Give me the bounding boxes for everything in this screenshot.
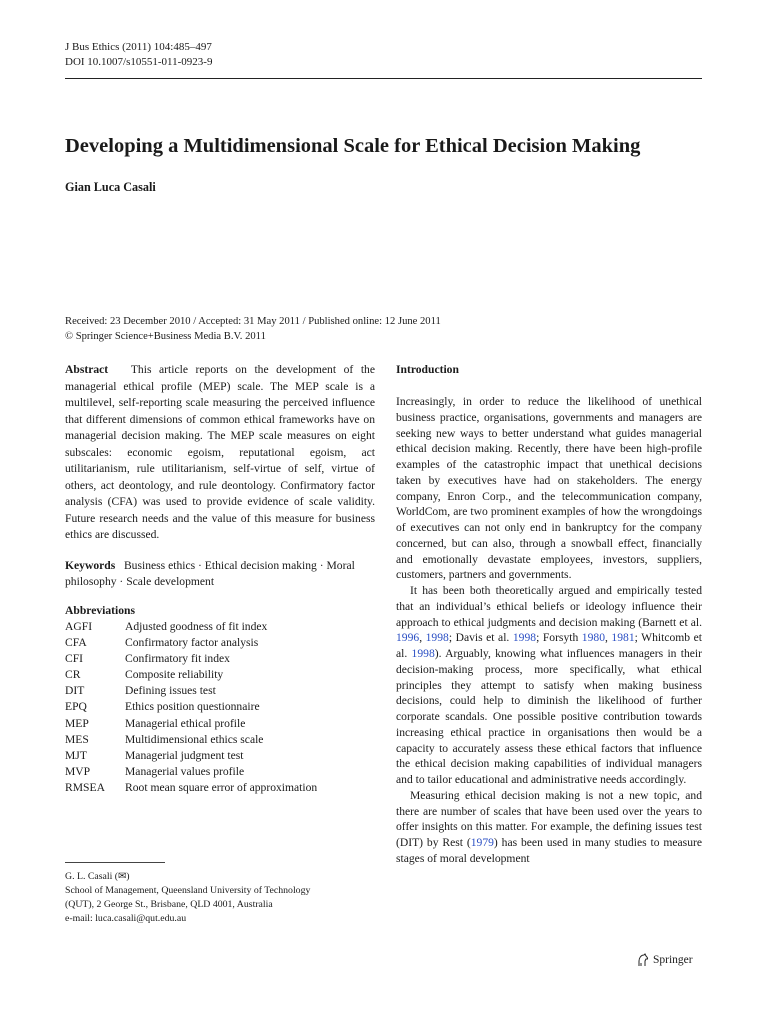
abbreviation-code: RMSEA bbox=[65, 780, 105, 794]
paragraph-text: ) has been used in many studies to measure stages of moral development bbox=[396, 836, 702, 865]
abbreviation-definition: Managerial values profile bbox=[125, 764, 245, 778]
abbreviation-definition: Ethics position questionnaire bbox=[125, 700, 260, 714]
journal-reference bbox=[65, 40, 212, 70]
abbreviation-code: MJT bbox=[65, 748, 87, 762]
abbreviation-row bbox=[65, 651, 375, 667]
citation-link[interactable]: 1980 bbox=[581, 631, 605, 645]
abbreviation-code: MES bbox=[65, 732, 89, 746]
correspondence-name: G. L. Casali (✉) bbox=[65, 871, 130, 882]
keywords bbox=[65, 558, 375, 591]
introduction-paragraph-2 bbox=[396, 583, 702, 788]
left-column bbox=[65, 362, 375, 796]
abstract-text: This article reports on the development of the managerial ethical profile (MEP) scale. The MEP scale is a multilevel, self-reporting scale measuring the perceived influence that different dimensions of common ethical frameworks have on managerial decision making. The MEP scale measures on eight subscales: economic egoism, reputational egoism, act utilitarianism, rule utilitarianism, self-virtue of self, virtue of others, act deontology, and rule deontology. Confirmatory factor analysis (CFA) was used to provide evidence of scale validity. Future research needs and the value of this measure for business ethics are discussed. bbox=[65, 363, 375, 541]
citation-link[interactable]: 1998 bbox=[425, 631, 449, 645]
abbreviation-row bbox=[65, 764, 375, 780]
publisher-logo bbox=[636, 952, 693, 968]
keywords-label: Keywords bbox=[65, 558, 116, 572]
abbreviation-row bbox=[65, 683, 375, 699]
paragraph-text: ; Whitcomb et al. bbox=[396, 631, 703, 660]
publication-info bbox=[65, 314, 441, 344]
abbreviations-list bbox=[65, 619, 375, 796]
abbreviation-row bbox=[65, 748, 375, 764]
abbreviation-code: EPQ bbox=[65, 700, 87, 714]
correspondence-email: e-mail: luca.casali@qut.edu.au bbox=[65, 913, 187, 924]
abbreviation-code: CFI bbox=[65, 652, 84, 666]
publisher-name: Springer bbox=[653, 954, 693, 966]
publication-dates: Received: 23 December 2010 / Accepted: 31 May 2011 / Published online: 12 June 2011 bbox=[65, 316, 441, 327]
abbreviation-code: DIT bbox=[65, 684, 85, 698]
correspondence bbox=[65, 870, 310, 926]
paragraph-text: It has been both theoretically argued and empirically tested that an individual’s ethical beliefs or ideology influence their approach to ethical judgments and decision making (Barnett et al. bbox=[396, 584, 702, 629]
abbreviation-definition: Defining issues test bbox=[125, 684, 216, 698]
abbreviation-code: MEP bbox=[65, 716, 89, 730]
abbreviation-definition: Confirmatory factor analysis bbox=[125, 636, 259, 650]
paragraph-text: , bbox=[419, 631, 426, 645]
abbreviation-code: AGFI bbox=[65, 620, 93, 633]
abbreviation-row bbox=[65, 699, 375, 715]
abbreviation-definition: Multidimensional ethics scale bbox=[125, 732, 264, 746]
introduction-paragraph-1: Increasingly, in order to reduce the likelihood of unethical business practice, organisations, governments and managers are seeking new ways to better understand what guides managerial ethical decision making. Recently, there have been high-profile examples of the catastrophic impact that unethical decisions taken by executives have had on stakeholders. The energy company, Enron Corp., and the telecommunication company, WorldCom, are two prominent examples of how the wrongdoings of executives can not only end in bankruptcy for the company concerned, but can also, through a snowball effect, financially and emotionally devastate employees, investors, suppliers, customers, partners and governments. bbox=[396, 395, 702, 582]
abbreviation-definition: Adjusted goodness of fit index bbox=[125, 620, 268, 633]
author-name: Gian Luca Casali bbox=[65, 180, 156, 194]
abbreviation-code: CR bbox=[65, 668, 81, 682]
paragraph-text: ; Davis et al. bbox=[448, 631, 513, 645]
correspondence-affiliation-1: School of Management, Queensland University of Technology bbox=[65, 885, 311, 896]
abbreviation-row bbox=[65, 635, 375, 651]
abbreviation-definition: Root mean square error of approximation bbox=[125, 780, 318, 794]
correspondence-affiliation-2: (QUT), 2 George St., Brisbane, QLD 4001, Australia bbox=[65, 899, 273, 910]
doi: DOI 10.1007/s10551-011-0923-9 bbox=[65, 56, 213, 68]
abbreviation-code: CFA bbox=[65, 636, 87, 650]
introduction-paragraph-3 bbox=[396, 788, 702, 867]
abbreviation-row bbox=[65, 716, 375, 732]
footnote-divider bbox=[65, 862, 165, 863]
paragraph-text: Measuring ethical decision making is not a new topic, and there are number of scales that have been used over the years to offer insights on this matter. For example, the defining issues test (DIT) by Rest ( bbox=[396, 788, 702, 849]
paper-title: Developing a Multidimensional Scale for Ethical Decision Making bbox=[65, 135, 641, 157]
abbreviation-definition: Composite reliability bbox=[125, 668, 224, 682]
citation-link[interactable]: 1998 bbox=[512, 631, 537, 645]
paragraph-text: , bbox=[604, 631, 612, 645]
introduction-heading: Introduction bbox=[396, 363, 459, 376]
abbreviation-definition: Managerial judgment test bbox=[125, 748, 244, 762]
abbreviation-definition: Confirmatory fit index bbox=[125, 652, 230, 666]
abstract bbox=[65, 362, 375, 544]
header-divider bbox=[65, 78, 702, 79]
right-column bbox=[396, 362, 702, 867]
abbreviation-definition: Managerial ethical profile bbox=[125, 716, 246, 730]
abbreviation-row bbox=[65, 780, 375, 796]
abstract-label: Abstract bbox=[65, 363, 109, 376]
abbreviation-row bbox=[65, 667, 375, 683]
abbreviation-code: MVP bbox=[65, 764, 91, 778]
citation-link[interactable]: 1998 bbox=[411, 647, 435, 660]
keywords-text: Business ethics · Ethical decision making · Moral philosophy · Scale development bbox=[65, 558, 355, 588]
citation-link[interactable]: 1981 bbox=[611, 631, 635, 645]
abbreviation-row bbox=[65, 732, 375, 748]
paragraph-text: ; Forsyth bbox=[536, 631, 582, 645]
citation-link[interactable]: 1996 bbox=[396, 631, 420, 645]
paragraph-text: ). Arguably, knowing what influences managers in their decision-making process, more specifically, what ethical principles they attempt to satisfy when making business decisions, could help to diminish the likelihood of further corporate scandals. One possible positive contribution towards increasing ethical practice in organisations then would be a capacity to accurately assess these ethical factors that influence the ethical decision making capabilities of individual managers and to tailor educational and administrative needs accordingly. bbox=[396, 647, 702, 786]
abbreviation-row bbox=[65, 619, 375, 635]
springer-horse-icon bbox=[636, 953, 650, 967]
copyright-line: © Springer Science+Business Media B.V. 2011 bbox=[65, 331, 266, 342]
citation-link[interactable]: 1979 bbox=[470, 836, 494, 849]
journal-citation: J Bus Ethics (2011) 104:485–497 bbox=[65, 41, 212, 53]
abbreviations-title: Abbreviations bbox=[65, 603, 136, 617]
